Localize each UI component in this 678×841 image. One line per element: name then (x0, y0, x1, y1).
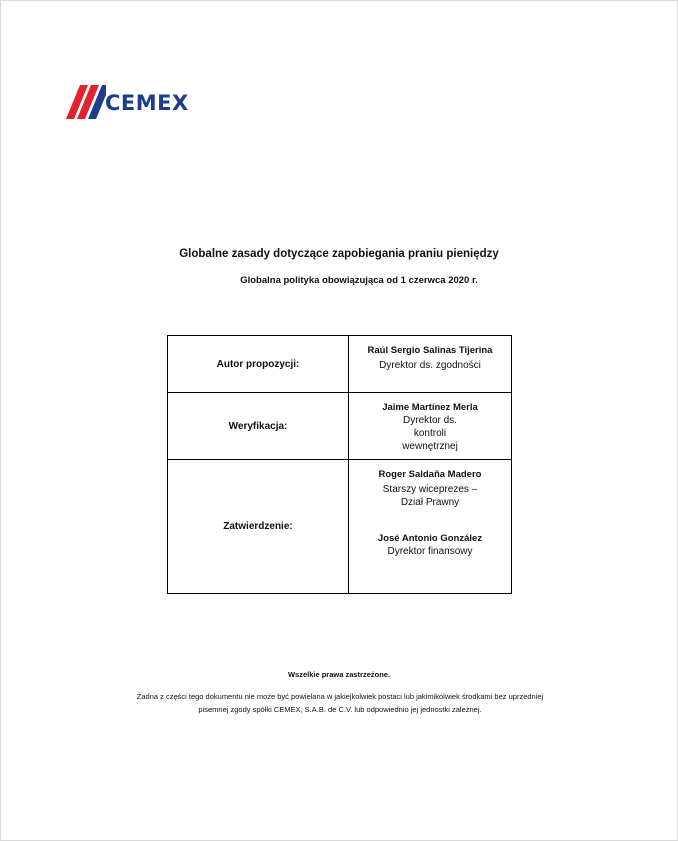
cemex-logo (66, 85, 196, 121)
author-name: Raúl Sergio Salinas Tijerina (367, 345, 493, 356)
approval-row-verification (168, 393, 512, 460)
rights-reserved: Wszelkie prawa zastrzeżone. (287, 670, 391, 679)
approver2-role: Dyrektor finansowy (387, 546, 473, 557)
approval-label: Zatwierdzenie: (168, 460, 349, 594)
approver1-name: Roger Saldaña Madero (378, 469, 482, 480)
disclaimer-line-2: pisemnej zgody spółki CEMEX, S.A.B. de C.V. lub odpowiednio jej jednostki zależnej. (198, 705, 482, 714)
verifier-role: Dyrektor ds. kontroli wewnętrznej (402, 415, 458, 452)
document-title: Globalne zasady dotyczące zapobiegania praniu pieniędzy (179, 248, 499, 260)
approver2-name: José Antonio González (377, 533, 483, 544)
disclaimer (110, 690, 570, 716)
disclaimer-line-1: Żadna z części tego dokumentu nie może być powielana w jakiejkolwiek postaci lub jakimikolwiek środkami bez uprzedniej (136, 692, 544, 701)
cemex-stripes-icon (66, 85, 106, 121)
verifier-name: Jaime Martínez Merla (382, 402, 478, 413)
logo-text: CEMEX (105, 91, 189, 115)
approval-row-approval (168, 460, 512, 594)
author-label: Autor propozycji: (168, 336, 349, 393)
approver1-role: Starszy wiceprezes – Dział Prawny (382, 484, 478, 508)
document-subtitle: Globalna polityka obowiązująca od 1 czerwca 2020 r. (240, 275, 478, 286)
approval-row-author (168, 336, 512, 393)
approvals-table (167, 335, 512, 594)
verification-label: Weryfikacja: (168, 393, 349, 460)
author-role: Dyrektor ds. zgodności (379, 360, 481, 371)
